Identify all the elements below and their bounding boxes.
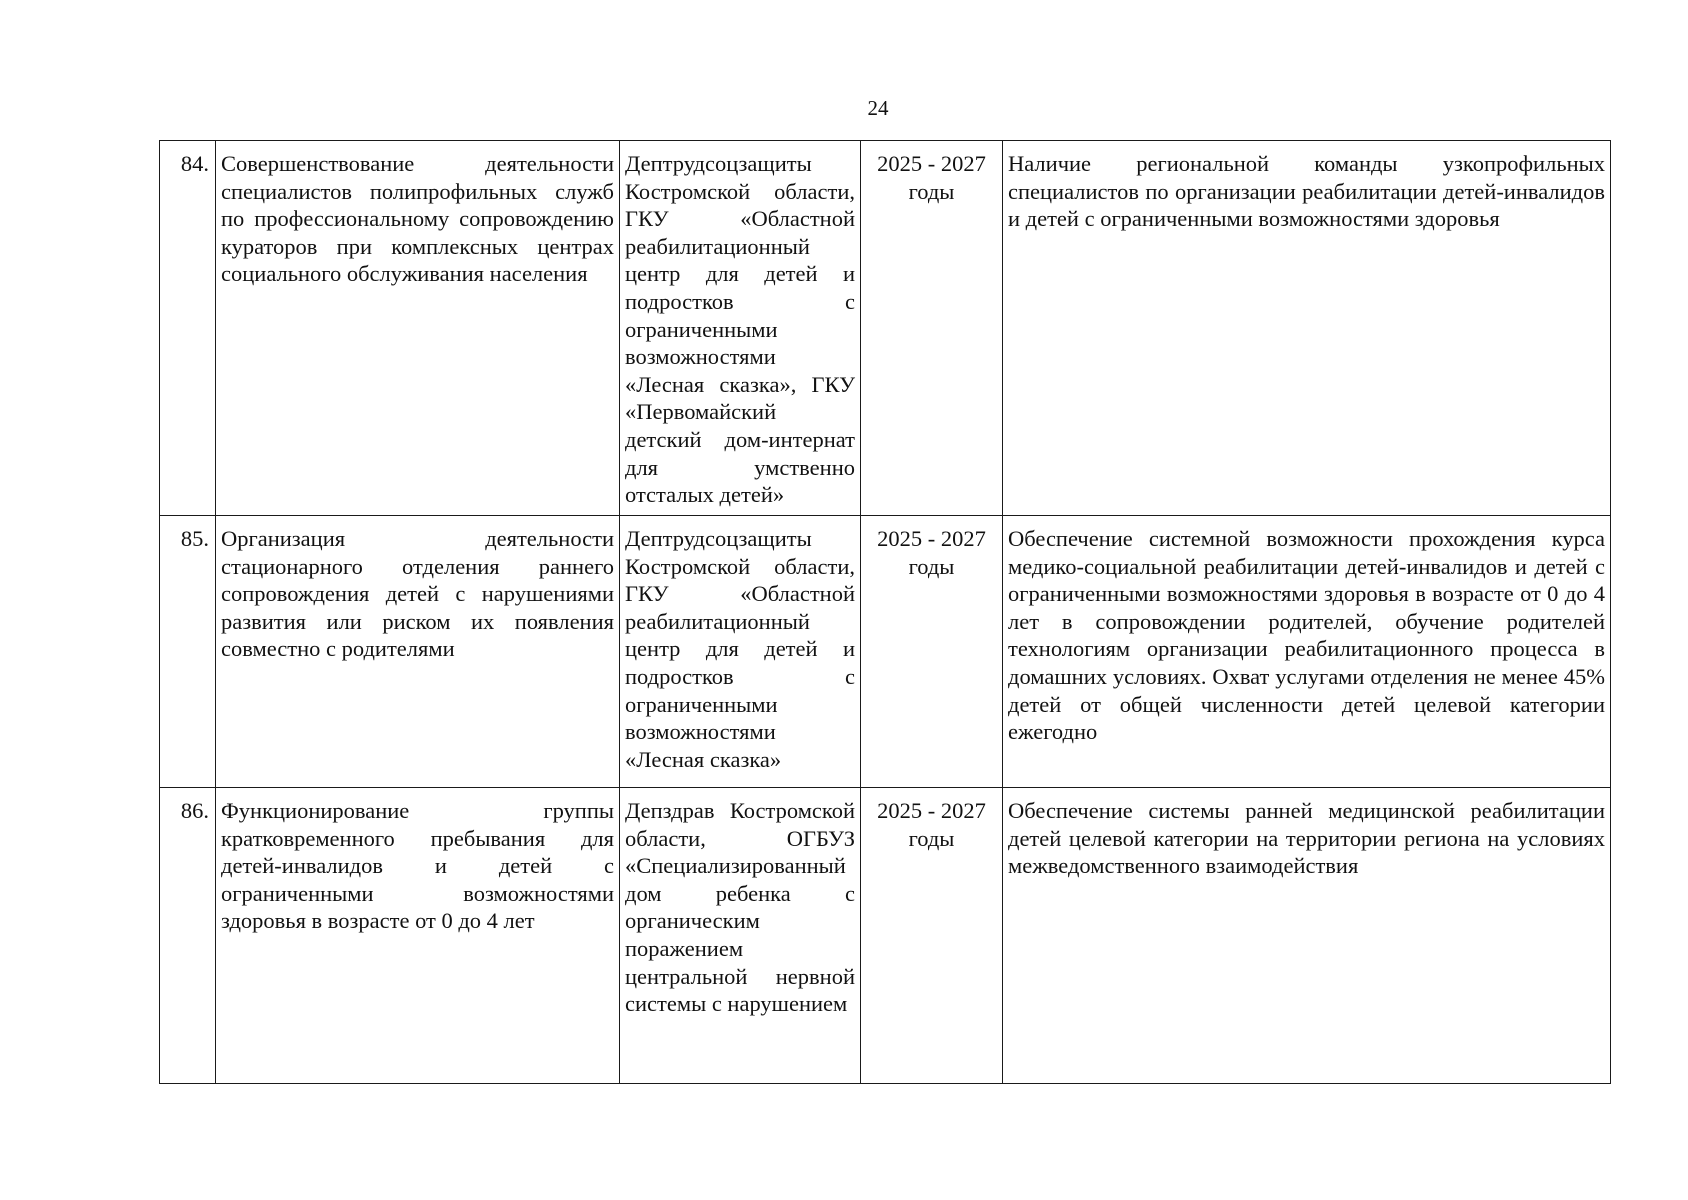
expected-result: Наличие региональной команды узкопрофильных специалистов по организации реабилитации детей-инвалидов и детей с ограниченными возможностями здоровья bbox=[1003, 141, 1611, 516]
period-cell bbox=[861, 788, 1003, 1084]
executor: Депздрав Костромской области, ОГБУЗ «Специализированный дом ребенка с органическим поражением центральной нервной системы с нарушением bbox=[620, 788, 861, 1084]
period-years: 2025 - 2027 bbox=[877, 798, 986, 823]
row-number: 86. bbox=[160, 788, 216, 1084]
table-row bbox=[160, 788, 1611, 1084]
executor: Дептрудсоцзащиты Костромской области, ГКУ «Областной реабилитационный центр для детей и подростков с ограниченными возможностями «Лесная сказка», ГКУ «Первомайский детский дом-интернат для умственно отсталых детей» bbox=[620, 141, 861, 516]
period-years: 2025 - 2027 bbox=[877, 526, 986, 551]
period-unit: годы bbox=[908, 825, 955, 851]
executor: Дептрудсоцзащиты Костромской области, ГКУ «Областной реабилитационный центр для детей и подростков с ограниченными возможностями «Лесная сказка» bbox=[620, 516, 861, 788]
period-cell bbox=[861, 516, 1003, 788]
measure-name: Совершенствование деятельности специалистов полипрофильных служб по профессиональному сопровождению кураторов при комплексных центрах социального обслуживания населения bbox=[216, 141, 620, 516]
expected-result: Обеспечение системы ранней медицинской реабилитации детей целевой категории на территории региона на условиях межведомственного взаимодействия bbox=[1003, 788, 1611, 1084]
measures-table bbox=[159, 140, 1611, 1084]
period-unit: годы bbox=[908, 178, 955, 204]
period-cell bbox=[861, 141, 1003, 516]
row-number: 84. bbox=[160, 141, 216, 516]
period-unit: годы bbox=[908, 553, 955, 579]
row-number: 85. bbox=[160, 516, 216, 788]
measure-name: Организация деятельности стационарного отделения раннего сопровождения детей с нарушениями развития или риском их появления совместно с родителями bbox=[216, 516, 620, 788]
expected-result: Обеспечение системной возможности прохождения курса медико-социальной реабилитации детей-инвалидов и детей с ограниченными возможностями здоровья в возрасте от 0 до 4 лет в сопровождении родителей, обучение родителей технологиям организации реабилитационного процесса в домашних условиях. Охват услугами отделения не менее 45% детей от общей численности детей целевой категории ежегодно bbox=[1003, 516, 1611, 788]
table-row bbox=[160, 516, 1611, 788]
table-row bbox=[160, 141, 1611, 516]
page-number: 24 bbox=[867, 96, 889, 120]
period-years: 2025 - 2027 bbox=[877, 151, 986, 176]
measure-name: Функционирование группы кратковременного пребывания для детей-инвалидов и детей с ограниченными возможностями здоровья в возрасте от 0 до 4 лет bbox=[216, 788, 620, 1084]
